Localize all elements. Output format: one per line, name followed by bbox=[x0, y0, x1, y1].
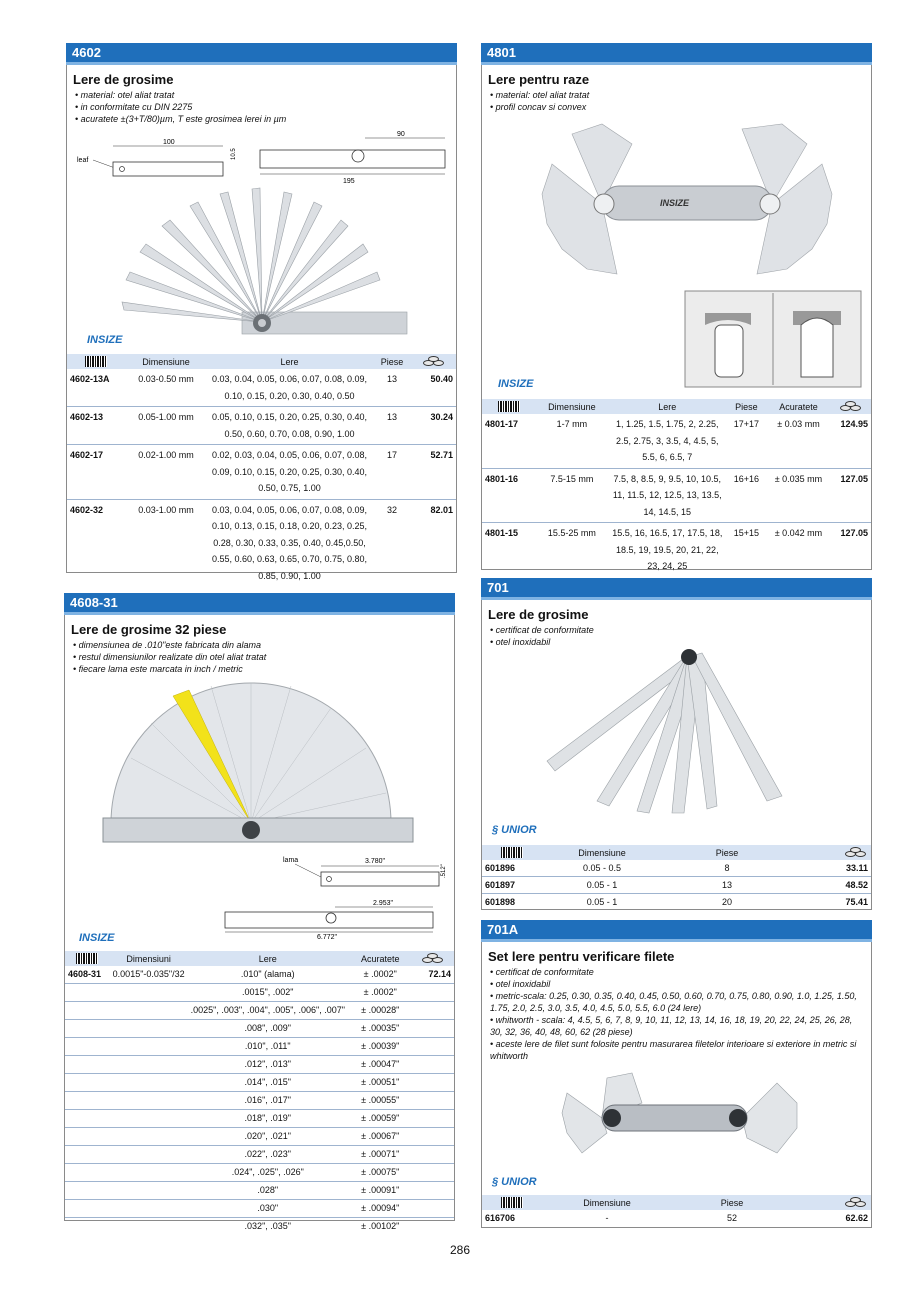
table-row: .024", .025", .026" ± .00075" bbox=[65, 1164, 454, 1182]
dim-2-953: 2.953" bbox=[373, 900, 394, 907]
feeler-gauge-32-image bbox=[101, 678, 421, 848]
table-row: .010", .011" ± .00039" bbox=[65, 1038, 454, 1056]
bullet: • certificat de conformitate bbox=[490, 624, 871, 636]
table-row: .018", .019" ± .00059" bbox=[65, 1110, 454, 1128]
table-row: .014", .015" ± .00051" bbox=[65, 1074, 454, 1092]
product-table bbox=[67, 354, 456, 586]
table-row: 4801-16 7.5-15 mm 7.5, 8, 8.5, 9, 9.5, 10, 10.5, 11, 11.5, 12, 12.5, 13, 13.5, 14, 14.5, 15 16+16 ± 0.035 mm 127.05 bbox=[482, 468, 871, 523]
bullet: • whitworth - scala: 4, 4.5, 5, 6, 7, 8, 9, 10, 11, 12, 13, 14, 16, 18, 19, 20, 22, 24, 25, 26, 28, 30, 32, 36, 40, 48, 60, 62 (28 piese) bbox=[490, 1014, 863, 1038]
thread-gauge-image bbox=[562, 1073, 802, 1168]
bullet: • aceste lere de filet sunt folosite pentru masurarea filetelor interioare si exteriore in metric si whitworth bbox=[490, 1038, 863, 1062]
col-dimensiune: Dimensiune bbox=[542, 1195, 672, 1210]
table-row: 4602-32 0.03-1.00 mm 0.03, 0.04, 0.05, 0.06, 0.07, 0.08, 0.09, 0.10, 0.13, 0.15, 0.18, 0.20, 0.23, 0.25, 0.28, 0.30, 0.33, 0.35, 0.40, 0.45,0.50, 0.55, 0.60, 0.63, 0.65, 0.70, 0.75, 0.80, 0.85, 0.90, 1.00 32 82.01 bbox=[70, 504, 453, 581]
table-row: 601897 0.05 - 1 13 48.52 bbox=[482, 877, 871, 894]
section-title: Lere de grosime bbox=[73, 72, 174, 87]
table-header bbox=[67, 354, 456, 369]
dim-512: .512" bbox=[441, 864, 447, 878]
section-4801 bbox=[481, 43, 872, 570]
section-701a bbox=[481, 920, 872, 1228]
bullet: • material: otel aliat tratat bbox=[75, 89, 456, 101]
dim-195: 195 bbox=[343, 178, 355, 185]
price-coins-icon bbox=[792, 1195, 871, 1210]
dim-90: 90 bbox=[397, 131, 405, 138]
product-table bbox=[65, 951, 454, 1235]
insize-logo: INSIZE bbox=[79, 932, 115, 944]
section-4608-31 bbox=[64, 593, 455, 1231]
barcode-icon bbox=[482, 845, 542, 860]
table-row: 616706 - 52 62.62 bbox=[485, 1213, 868, 1223]
section-code: 701A bbox=[481, 920, 872, 939]
dim-6-772: 6.772" bbox=[317, 934, 338, 941]
table-row: .016", .017" ± .00055" bbox=[65, 1092, 454, 1110]
table-row: .0015", .002" ± .0002" bbox=[65, 984, 454, 1002]
table-row: 601896 0.05 - 0.5 8 33.11 bbox=[482, 860, 871, 877]
section-4602 bbox=[66, 43, 457, 581]
section-701 bbox=[481, 578, 872, 910]
table-row: 4608-31 0.0015"-0.035"/32 .010" (alama) ± .0002" 72.14 bbox=[65, 966, 454, 984]
dimension-diagram bbox=[215, 850, 450, 940]
section-title: Lere de grosime 32 piese bbox=[71, 622, 227, 637]
dim-3-780: 3.780" bbox=[365, 858, 386, 865]
bullet: • fiecare lama este marcata in inch / metric bbox=[73, 663, 454, 675]
barcode-icon bbox=[65, 951, 110, 966]
section-code: 4801 bbox=[481, 43, 872, 62]
product-table bbox=[482, 1195, 871, 1226]
bullet: • otel inoxidabil bbox=[490, 978, 863, 990]
bullet: • restul dimensiunilor realizate din otel aliat tratat bbox=[73, 651, 454, 663]
table-row: 4602-13 0.05-1.00 mm 0.05, 0.10, 0.15, 0.20, 0.25, 0.30, 0.40, 0.50, 0.60, 0.70, 0.08, 0.90, 1.00 13 30.24 bbox=[67, 407, 456, 445]
insize-logo: INSIZE bbox=[498, 378, 534, 390]
col-lere: Lere bbox=[609, 399, 726, 414]
col-piese: Piese bbox=[672, 1195, 792, 1210]
product-table bbox=[482, 845, 871, 910]
price-coins-icon bbox=[792, 845, 871, 860]
product-table bbox=[482, 399, 871, 577]
col-piese: Piese bbox=[662, 845, 792, 860]
dim-10-5: 10.5 bbox=[231, 148, 237, 160]
table-row: .012", .013" ± .00047" bbox=[65, 1056, 454, 1074]
table-row: .022", .023" ± .00071" bbox=[65, 1146, 454, 1164]
col-lere: Lere bbox=[188, 951, 348, 966]
table-row: 4602-13A 0.03-0.50 mm 0.03, 0.04, 0.05, 0.06, 0.07, 0.08, 0.09, 0.10, 0.15, 0.20, 0.30, 0.40, 0.50 13 50.40 bbox=[67, 369, 456, 407]
col-dimensiuni: Dimensiuni bbox=[110, 951, 188, 966]
table-header bbox=[482, 1195, 871, 1210]
section-title: Set lere pentru verificare filete bbox=[488, 949, 675, 964]
col-piese: Piese bbox=[372, 354, 412, 369]
col-lere: Lere bbox=[207, 354, 372, 369]
table-row: 4801-17 1-7 mm 1, 1.25, 1.5, 1.75, 2, 2.25, 2.5, 2.75, 3, 3.5, 4, 4.5, 5, 5.5, 6, 6.5, 7 17+17 ± 0.03 mm 124.95 bbox=[482, 414, 871, 468]
table-row: .008", .009" ± .00035" bbox=[65, 1020, 454, 1038]
insize-logo: INSIZE bbox=[87, 334, 123, 346]
col-piese: Piese bbox=[726, 399, 767, 414]
barcode-icon bbox=[67, 354, 125, 369]
bullet: • metric-scala: 0.25, 0.30, 0.35, 0.40, 0.45, 0.50, 0.60, 0.70, 0.75, 0.80, 0.90, 1.0, 1.25, 1.50, 1.75, 2.0, 2.5, 3.0, 3.5, 4.0, 4.5, 5.0, 5.5, 6.0 (24 lere) bbox=[490, 990, 863, 1014]
unior-logo: § UNIOR bbox=[492, 824, 537, 836]
unior-logo: § UNIOR bbox=[492, 1176, 537, 1188]
page-number: 286 bbox=[449, 1243, 471, 1257]
stainless-feeler-gauge-image bbox=[537, 641, 807, 816]
col-dimensiune: Dimensiune bbox=[125, 354, 207, 369]
bullet: • otel inoxidabil bbox=[490, 636, 871, 648]
section-title: Lere de grosime bbox=[488, 607, 589, 622]
bullet-list bbox=[73, 639, 454, 675]
section-code: 4602 bbox=[66, 43, 457, 62]
lama-label: lama bbox=[283, 857, 299, 864]
bullet: • in conformitate cu DIN 2275 bbox=[75, 101, 456, 113]
bullet-list bbox=[490, 966, 863, 1062]
table-row: 4602-17 0.02-1.00 mm 0.02, 0.03, 0.04, 0.05, 0.06, 0.07, 0.08, 0.09, 0.10, 0.15, 0.20, 0.25, 0.30, 0.40, 0.50, 0.75, 1.00 17 52.71 bbox=[67, 445, 456, 500]
table-row: .020", .021" ± .00067" bbox=[65, 1128, 454, 1146]
section-title: Lere pentru raze bbox=[488, 72, 590, 87]
feeler-gauge-fan-image bbox=[122, 192, 412, 342]
price-coins-icon bbox=[413, 951, 454, 966]
bullet-list bbox=[490, 89, 871, 113]
bullet: • certificat de conformitate bbox=[490, 966, 863, 978]
table-row: 4801-15 15.5-25 mm 15.5, 16, 16.5, 17, 17.5, 18, 18.5, 19, 19.5, 20, 21, 22, 23, 24, 25 15+15 ± 0.042 mm 127.05 bbox=[485, 528, 868, 571]
col-dimensiune: Dimensiune bbox=[535, 399, 609, 414]
col-acuratete: Acuratete bbox=[348, 951, 413, 966]
table-header bbox=[482, 845, 871, 860]
table-row: .030" ± .00094" bbox=[65, 1200, 454, 1218]
section-code: 701 bbox=[481, 578, 872, 597]
radius-gauge-image bbox=[542, 124, 832, 284]
col-dimensiune: Dimensiune bbox=[542, 845, 662, 860]
bullet: • dimensiunea de .010"este fabricata din alama bbox=[73, 639, 454, 651]
table-row: .032", .035" ± .00102" bbox=[244, 1221, 400, 1231]
concave-convex-diagram bbox=[685, 291, 861, 387]
leaf-label: leaf bbox=[77, 157, 89, 164]
table-row: 601898 0.05 - 1 20 75.41 bbox=[485, 897, 868, 907]
table-row: .028" ± .00091" bbox=[65, 1182, 454, 1200]
bullet: • material: otel aliat tratat bbox=[490, 89, 871, 101]
section-code: 4608-31 bbox=[64, 593, 455, 612]
bullet: • acuratete ±(3+T/80)µm, T este grosimea lerei in µm bbox=[75, 113, 456, 125]
table-row: .0025", .003", .004", .005", .006", .007" ± .00028" bbox=[65, 1002, 454, 1020]
barcode-icon bbox=[482, 399, 535, 414]
insize-engraving: INSIZE bbox=[660, 198, 690, 208]
bullet: • profil concav si convex bbox=[490, 101, 871, 113]
barcode-icon bbox=[482, 1195, 542, 1210]
price-coins-icon bbox=[830, 399, 871, 414]
bullet-list bbox=[75, 89, 456, 125]
price-coins-icon bbox=[412, 354, 456, 369]
table-header bbox=[482, 399, 871, 414]
table-header bbox=[65, 951, 454, 966]
dim-100: 100 bbox=[163, 139, 175, 146]
col-acuratete: Acuratete bbox=[767, 399, 830, 414]
dimension-diagram bbox=[75, 130, 455, 190]
